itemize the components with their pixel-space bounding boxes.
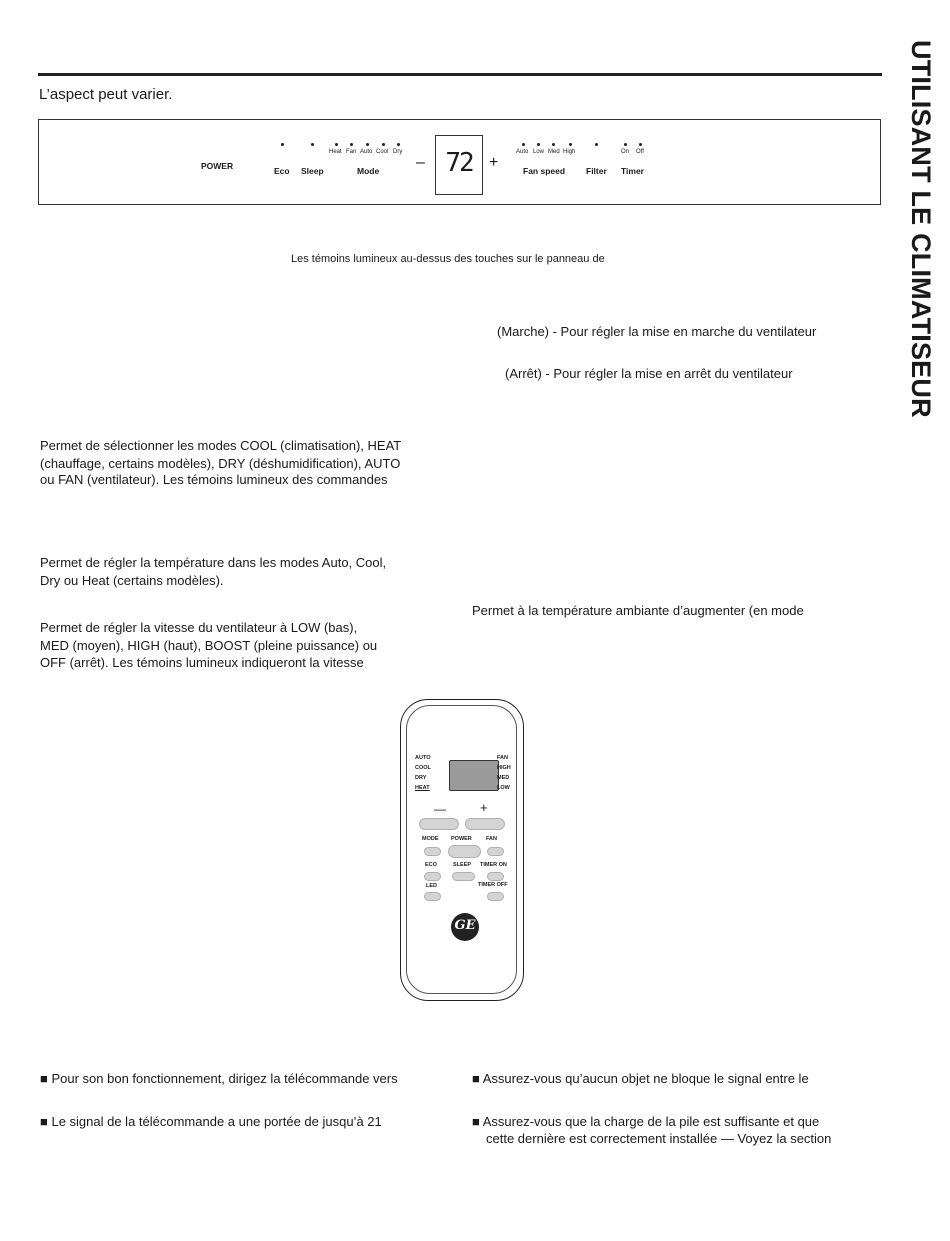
- power-button[interactable]: POWER: [201, 161, 234, 171]
- timer-on-text: (Marche) - Pour régler la mise en marche du ventilateur: [497, 324, 817, 339]
- fan-med-indicator: [552, 143, 555, 146]
- fan-med-label: Med: [548, 149, 560, 155]
- remote-led-button[interactable]: [424, 892, 441, 901]
- remote-auto-label: AUTO: [415, 755, 431, 761]
- mode-desc-line-1: Permet de sélectionner les modes COOL (climatisation), HEAT: [40, 438, 402, 453]
- remote-eco-button[interactable]: [424, 872, 441, 881]
- remote-fan-label: FAN: [486, 836, 497, 842]
- remote-power-button[interactable]: [448, 845, 481, 858]
- timer-on-label: On: [621, 149, 630, 155]
- timer-off-text: (Arrêt) - Pour régler la mise en arrêt du ventilateur: [505, 366, 793, 381]
- dry-indicator: [397, 143, 400, 146]
- fan-auto-label: Auto: [516, 149, 529, 155]
- sleep-indicator: [311, 143, 314, 146]
- heat-indicator: [335, 143, 338, 146]
- remote-timer-on-label: TIMER ON: [480, 862, 507, 868]
- remote-high-label: HIGH: [497, 765, 511, 771]
- plus-button[interactable]: +: [489, 154, 499, 171]
- remote-mode-button[interactable]: [424, 847, 441, 856]
- eco-indicator: [281, 143, 284, 146]
- header-rule: [38, 73, 882, 76]
- remote-sleep-label: SLEEP: [453, 862, 472, 868]
- remote-low-label: LOW: [497, 785, 510, 791]
- sleep-button[interactable]: Sleep: [301, 166, 324, 176]
- timer-off-indicator: [639, 143, 642, 146]
- mode-heat-label: Heat: [329, 149, 342, 155]
- remote-timer-on-button[interactable]: [487, 872, 504, 881]
- bullet-battery-line-2: cette dernière est correctement installée — Voyez la section: [486, 1131, 832, 1146]
- fan-low-label: Low: [533, 149, 545, 155]
- minus-button[interactable]: –: [416, 154, 425, 171]
- remote-sleep-button[interactable]: [452, 872, 475, 881]
- remote-power-label: POWER: [451, 836, 472, 842]
- remote-timer-off-button[interactable]: [487, 892, 504, 901]
- auto-indicator: [366, 143, 369, 146]
- control-panel: [38, 119, 881, 205]
- remote-fan-mode-label: FAN: [497, 755, 508, 761]
- filter-button[interactable]: Filter: [586, 166, 607, 176]
- remote-timer-off-label: TIMER OFF: [478, 882, 508, 888]
- remote-minus-button[interactable]: [419, 818, 459, 830]
- mode-cool-label: Cool: [376, 149, 389, 155]
- mode-desc-line-3: ou FAN (ventilateur). Les témoins lumineux des commandes: [40, 472, 388, 487]
- remote-mode-label: MODE: [422, 836, 439, 842]
- timer-off-label: Off: [636, 149, 644, 155]
- remote-cool-label: COOL: [415, 765, 431, 771]
- eco-desc-text: Permet à la température ambiante d’augmenter (en mode: [472, 603, 804, 618]
- bullet-aim-remote: ■ Pour son bon fonctionnement, dirigez la télécommande vers: [40, 1071, 398, 1086]
- remote-minus-label: —: [434, 802, 446, 816]
- indicator-text: Les témoins lumineux au-dessus des touches sur le panneau de: [291, 253, 605, 265]
- fan-speed-button[interactable]: Fan speed: [523, 166, 566, 176]
- timer-button[interactable]: Timer: [621, 166, 644, 176]
- fan-high-label: High: [563, 149, 576, 155]
- fan-auto-indicator: [522, 143, 525, 146]
- fan-desc-line-2: MED (moyen), HIGH (haut), BOOST (pleine puissance) ou: [40, 638, 378, 653]
- remote-control: [400, 699, 524, 1001]
- eco-button[interactable]: Eco: [274, 166, 290, 176]
- fan-desc-line-3: OFF (arrêt). Les témoins lumineux indiqueront la vitesse: [40, 655, 364, 670]
- remote-eco-label: ECO: [425, 862, 437, 868]
- fan-desc-line-1: Permet de régler la vitesse du ventilateur à LOW (bas),: [40, 620, 358, 635]
- remote-led-label: LED: [426, 883, 437, 889]
- appearance-note: L’aspect peut varier.: [39, 86, 173, 103]
- fan-low-indicator: [537, 143, 540, 146]
- temp-desc-line-1: Permet de régler la température dans les modes Auto, Cool,: [40, 555, 387, 570]
- timer-on-indicator: [624, 143, 627, 146]
- section-title: UTILISANT LE CLIMATISEUR: [906, 40, 936, 418]
- mode-button[interactable]: Mode: [357, 166, 380, 176]
- bullet-battery-line-1: ■ Assurez-vous que la charge de la pile est suffisante et que: [472, 1114, 820, 1129]
- fan-indicator: [350, 143, 353, 146]
- remote-display: [449, 760, 499, 791]
- remote-dry-label: DRY: [415, 775, 427, 781]
- temperature-display: 72: [435, 135, 483, 195]
- mode-desc-line-2: (chauffage, certains modèles), DRY (déshumidification), AUTO: [40, 456, 401, 471]
- fan-high-indicator: [569, 143, 572, 146]
- bullet-no-obstruction: ■ Assurez-vous qu’aucun objet ne bloque le signal entre le: [472, 1071, 809, 1086]
- remote-med-label: MED: [497, 775, 510, 781]
- bullet-signal-range: ■ Le signal de la télécommande a une portée de jusqu’à 21: [40, 1114, 382, 1129]
- remote-plus-label: +: [480, 800, 488, 815]
- remote-heat-label: HEAT: [415, 785, 430, 791]
- mode-fan-label: Fan: [346, 149, 357, 155]
- remote-plus-button[interactable]: [465, 818, 505, 830]
- ge-logo: GE: [451, 913, 479, 941]
- filter-indicator: [595, 143, 598, 146]
- remote-fan-button[interactable]: [487, 847, 504, 856]
- mode-auto-label: Auto: [360, 149, 373, 155]
- mode-dry-label: Dry: [393, 149, 403, 155]
- cool-indicator: [382, 143, 385, 146]
- temp-desc-line-2: Dry ou Heat (certains modèles).: [40, 573, 224, 588]
